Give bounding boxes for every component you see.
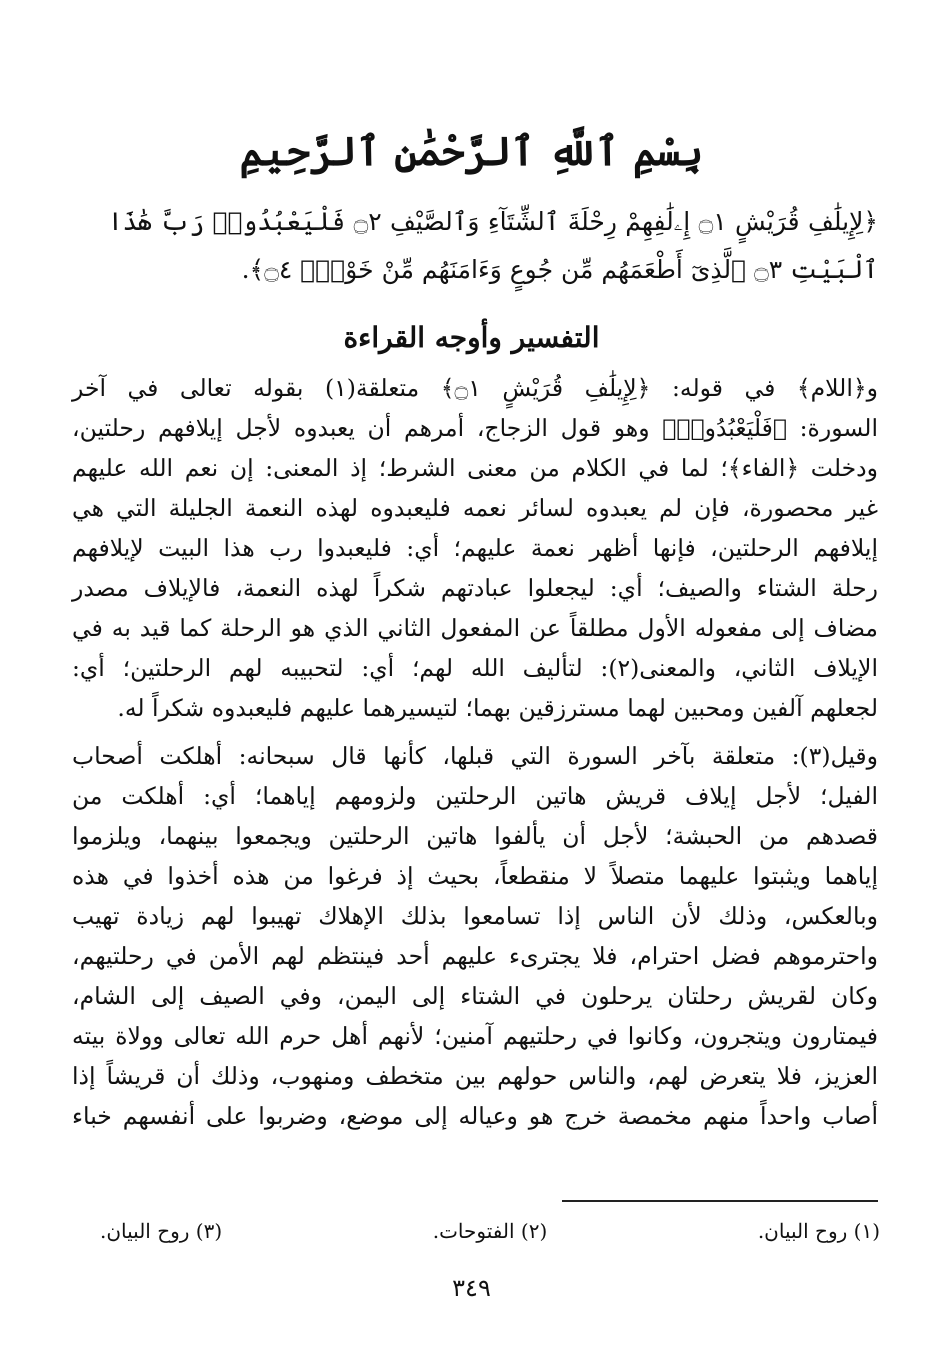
footnote-2: (٢) الفتوحات. [432, 1219, 548, 1243]
quran-verses: ﴿لِإِيلَٰفِ قُرَيْشٍ ۝١ إِۦلَٰفِهِمْ رِحْلَةَ ٱلشِّتَآءِ وَٱلصَّيْفِ ۝٢ فَلْيَعْبُدُوا۟ رَبَّ هَٰذَا ٱلْبَيْتِ ۝٣ ٱلَّذِىٓ أَطْعَمَهُم مِّن جُوعٍ وَءَامَنَهُم مِّنْ خَوْفٍۭ ۝٤﴾. [108, 207, 878, 284]
text-line: رحلة الشتاء والصيف؛ أي: ليجعلوا عبادتهم شكراً لهذه النعمة، فالإيلاف مصدر [72, 574, 878, 602]
text-line: إياهما ويثبتوا عليهما متصلاً لا منقطعاً، بحيث إذ فرغوا من هذه أخذوا في هذه [72, 862, 878, 890]
text-line: وقيل(٣): متعلقة بآخر السورة التي قبلها، كأنها قال سبحانه: أهلكت أصحاب [72, 742, 878, 770]
text-line: ودخلت ﴿الفاء﴾؛ لما في الكلام من معنى الشرط؛ إذ المعنى: إن نعم الله عليهم [72, 454, 878, 482]
paragraph-1 [72, 368, 878, 728]
text-line: وكان لقريش رحلتان يرحلون في الشتاء إلى اليمن، وفي الصيف إلى الشام، [72, 982, 878, 1010]
text-line: مضاف إلى مفعوله الأول مطلقاً عن المفعول الثاني الذي هو الرحلة كما قيد به في [72, 614, 878, 642]
text-line: قصدهم من الحبشة؛ لأجل أن يألفوا هاتين الرحلتين ويجمعوا بينهما، ويلزموا [72, 822, 878, 850]
text-line: السورة: ﴿فَلْيَعْبُدُوا۟﴾ وهو قول الزجاج، أمرهم أن يعبدوه لأجل إيلافهم رحلتين، [72, 414, 878, 442]
basmala: بِسْمِ ٱللَّهِ ٱلرَّحْمَٰنِ ٱلرَّحِيمِ [239, 128, 704, 175]
body-text [72, 368, 878, 1136]
section-heading: التفسير وأوجه القراءة [343, 321, 600, 354]
footnote-divider [562, 1200, 878, 1202]
text-line: إيلافهم الرحلتين، فإنها أظهر نعمة عليهم؛ أي: فليعبدوا رب هذا البيت لإيلافهم [72, 534, 878, 562]
text-line: غير محصورة، فإن لم يعبدوه لسائر نعمه فليعبدوه لهذه النعمة الجليلة التي هي [72, 494, 878, 522]
paragraph-2 [72, 736, 878, 1136]
text-line: العزيز، فلا يتعرض لهم، والناس حولهم بين متخطف ومنهوب، وذلك أن قريشاً إذا [72, 1062, 878, 1090]
text-line: أصاب واحداً منهم مخمصة خرج هو وعياله إلى موضع، وضربوا على أنفسهم خباء [72, 1102, 878, 1130]
footnotes [100, 1214, 880, 1248]
footnote-1: (١) روح البيان. [757, 1219, 880, 1243]
text-line: واحترموهم فضل احترام، فلا يجترىء عليهم أحد فينتظم لهم الأمن في رحلتيهم، [72, 942, 878, 970]
footnote-3: (٣) روح البيان. [100, 1219, 223, 1243]
text-line: و﴿اللام﴾ في قوله: ﴿لِإِيلَٰفِ قُرَيْشٍ ۝١﴾ متعلقة(١) بقوله تعالى في آخر [72, 374, 878, 402]
page-number: ٣٤٩ [452, 1274, 491, 1302]
text-line: الإيلاف الثاني، والمعنى(٢): لتأليف الله لهم؛ أي: لتحبيبه لهم الرحلتين؛ أي: [72, 654, 878, 682]
text-line: الفيل؛ لأجل إيلاف قريش هاتين الرحلتين ولزومهم إياهما؛ أي: أهلكت من [72, 782, 878, 810]
text-line: وبالعكس، وذلك لأن الناس إذا تسامعوا بذلك الإهلاك تهيبوا لهم زيادة تهيب [72, 902, 878, 930]
text-line: فيمتارون ويتجرون، وكانوا في رحلتيهم آمنين؛ لأنهم أهل حرم الله تعالى وولاة بيته [72, 1022, 878, 1050]
text-line: لجعلهم آلفين ومحبين لهما مسترزقين بهما؛ لتيسيرهما عليهم فليعبدوه شكراً له. [117, 694, 878, 722]
